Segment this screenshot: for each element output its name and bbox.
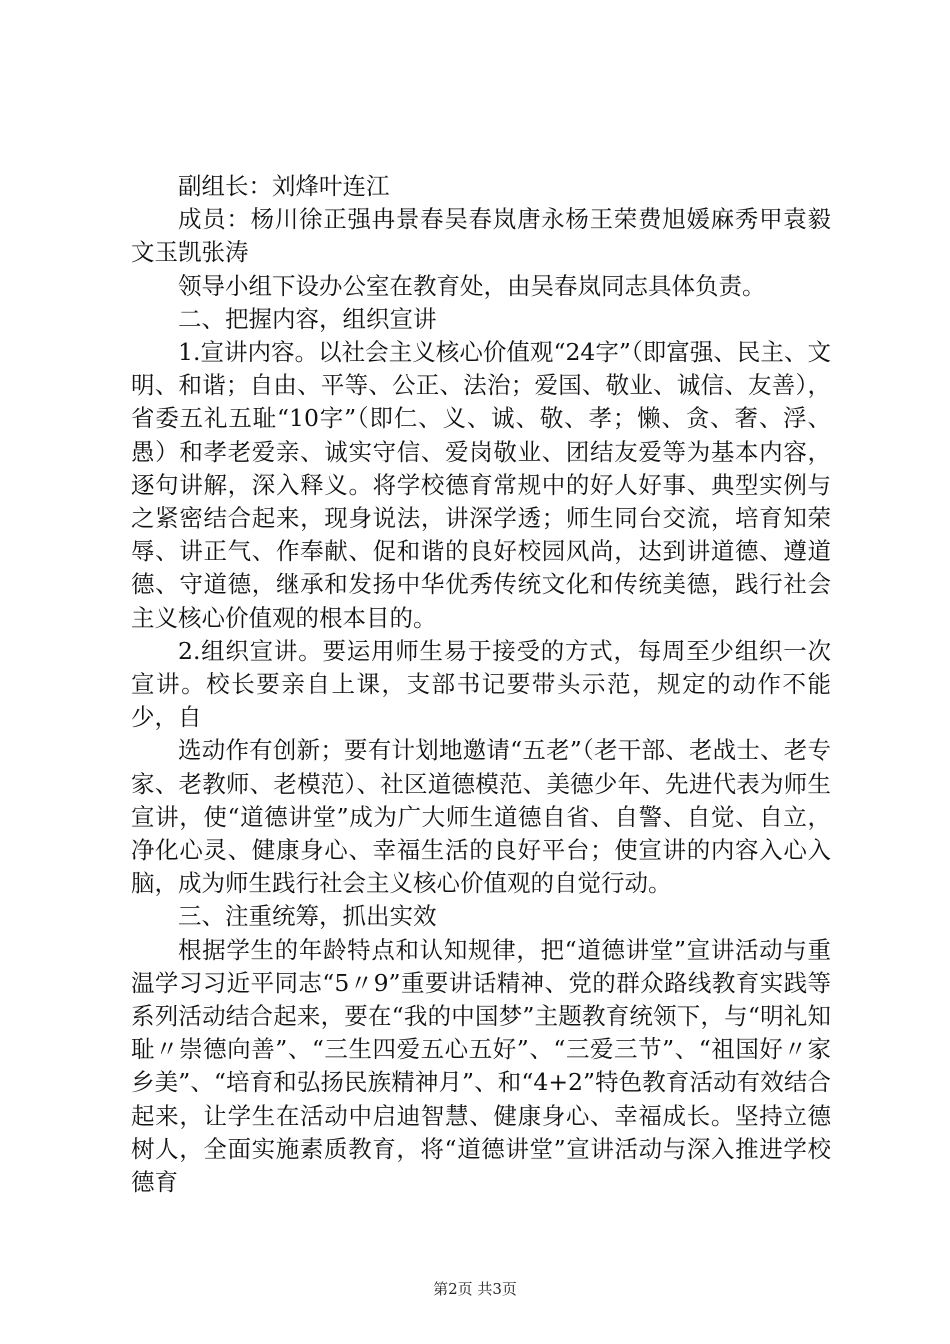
section-heading-3: 三、注重统筹，抓出实效 bbox=[178, 902, 437, 931]
paragraph-members: 成员：杨川徐正强冉景春吴春岚唐永杨王荣费旭媛麻秀甲袁毅文玉凯张涛 bbox=[131, 205, 831, 267]
paragraph-content-1: 1.宣讲内容。以社会主义核心价值观“24字”（即富强、民主、文明、和谐；自由、平等、公正、法治；爱国、敬业、诚信、友善），省委五礼五耻“10字”（即仁、义、诚、敬、孝；懒、贪、奢、浮、愚）和孝老爱亲、诚实守信、爱岗敬业、团结友爱等为基本内容，逐句讲解，深入释义。将学校德育常规中的好人好事、典型实例与之紧密结合起来，现身说法，讲深学透；师生同台交流，培育知荣辱、讲正气、作奉献、促和谐的良好校园风尚，达到讲道德、遵道德、守道德，继承和发扬中华优秀传统文化和传统美德，践行社会主义核心价值观的根本目的。 bbox=[131, 338, 831, 632]
paragraph-deputy-leaders: 副组长：刘烽叶连江 bbox=[178, 172, 390, 200]
paragraph-office: 领导小组下设办公室在教育处，由吴春岚同志具体负责。 bbox=[178, 271, 766, 300]
page-number-footer: 第2页 共3页 bbox=[433, 1280, 517, 1298]
paragraph-content-2: 2.组织宣讲。要运用师生易于接受的方式，每周至少组织一次宣讲。校长要亲自上课，支部书记要带头示范，规定的动作不能少，自 bbox=[131, 636, 831, 732]
document-body bbox=[131, 170, 831, 1199]
paragraph-content-2-cont: 选动作有创新；要有计划地邀请“五老”（老干部、老战士、老专家、老教师、老模范）、社区道德模范、美德少年、先进代表为师生宣讲，使“道德讲堂”成为广大师生道德自省、自警、自觉、自立，净化心灵、健康身心、幸福生活的良好平台；使宣讲的内容入心入脑，成为师生践行社会主义核心价值观的自觉行动。 bbox=[131, 736, 831, 898]
section-heading-2: 二、把握内容，组织宣讲 bbox=[178, 304, 437, 333]
paragraph-content-3: 根据学生的年龄特点和认知规律，把“道德讲堂”宣讲活动与重温学习习近平同志“5〃9”重要讲话精神、党的群众路线教育实践等系列活动结合起来，要在“我的中国梦”主题教育统领下，与“明礼知耻〃崇德向善”、“三生四爱五心五好”、“三爱三节”、“祖国好〃家乡美”、“培育和弘扬民族精神月”、和“4+2”特色教育活动有效结合起来，让学生在活动中启迪智慧、健康身心、幸福成长。坚持立德树人，全面实施素质教育，将“道德讲堂”宣讲活动与深入推进学校德育 bbox=[131, 935, 831, 1197]
